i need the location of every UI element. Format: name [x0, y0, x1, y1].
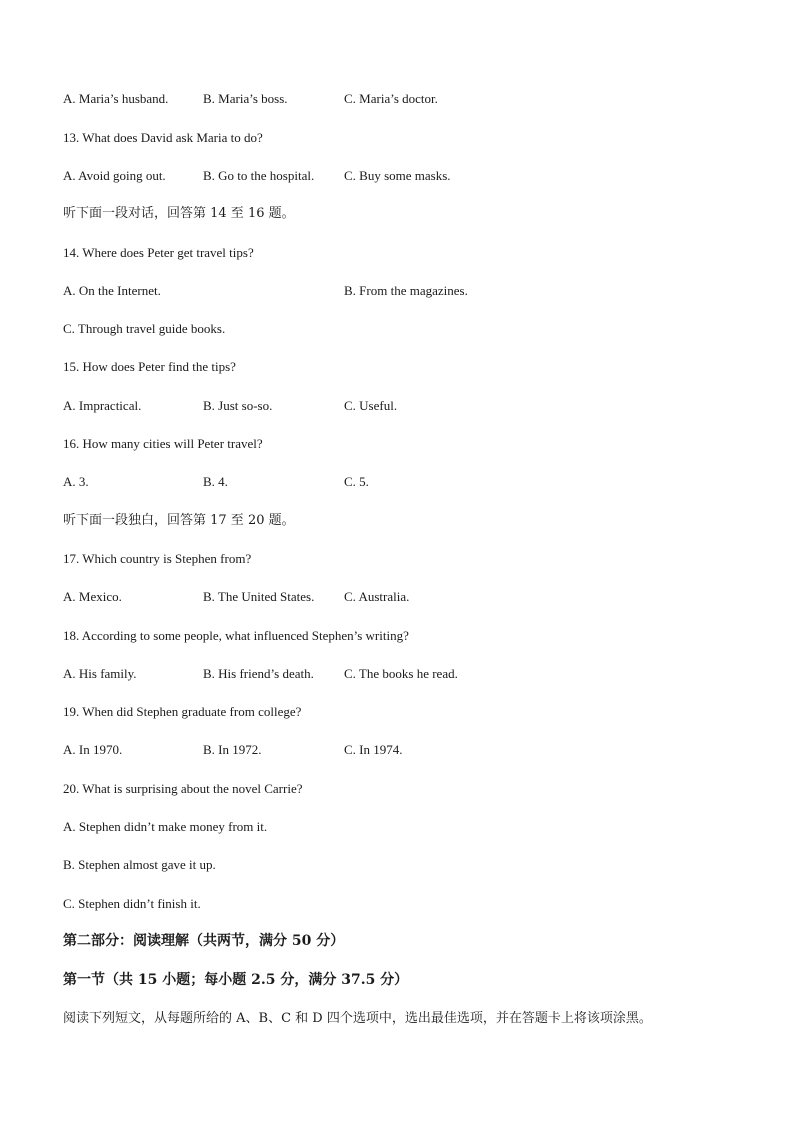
q12-option-b: B. Maria’s boss. — [203, 91, 288, 106]
q12-option-c: C. Maria’s doctor. — [344, 91, 438, 106]
q17-option-b: B. The United States. — [203, 589, 315, 604]
instruction-14-16: 听下面一段对话，回答第 14 至 16 题。 — [63, 206, 295, 221]
q15-option-c: C. Useful. — [344, 398, 398, 413]
q16-option-a: A. 3. — [63, 474, 89, 489]
q20-option-a: A. Stephen didn’t make money from it. — [63, 819, 268, 834]
section1-heading: 第一节（共 15 小题；每小题 2.5 分，满分 37.5 分） — [63, 972, 409, 988]
q17-option-a: A. Mexico. — [63, 589, 122, 604]
q13-option-b: B. Go to the hospital. — [203, 168, 315, 183]
q18-option-c: C. The books he read. — [344, 666, 458, 681]
q18-option-a: A. His family. — [63, 666, 137, 681]
q12-option-a: A. Maria’s husband. — [63, 91, 169, 106]
q19-option-c: C. In 1974. — [344, 742, 403, 757]
q14-option-b: B. From the magazines. — [344, 283, 468, 298]
q14-question: 14. Where does Peter get travel tips? — [63, 245, 254, 260]
q20-question: 20. What is surprising about the novel Carrie? — [63, 781, 303, 796]
q13-option-c: C. Buy some masks. — [344, 168, 451, 183]
q15-option-a: A. Impractical. — [63, 398, 142, 413]
q15-question: 15. How does Peter find the tips? — [63, 359, 236, 374]
q15-option-b: B. Just so-so. — [203, 398, 273, 413]
part2-heading: 第二部分：阅读理解（共两节，满分 50 分） — [63, 933, 345, 949]
q14-option-c: C. Through travel guide books. — [63, 321, 226, 336]
q20-option-c: C. Stephen didn’t finish it. — [63, 896, 201, 911]
q16-question: 16. How many cities will Peter travel? — [63, 436, 263, 451]
q18-option-b: B. His friend’s death. — [203, 666, 314, 681]
instruction-17-20: 听下面一段独白，回答第 17 至 20 题。 — [63, 513, 295, 528]
q16-option-b: B. 4. — [203, 474, 228, 489]
q16-option-c: C. 5. — [344, 474, 369, 489]
q13-option-a: A. Avoid going out. — [63, 168, 166, 183]
q19-option-a: A. In 1970. — [63, 742, 123, 757]
q20-option-b: B. Stephen almost gave it up. — [63, 857, 216, 872]
q17-option-c: C. Australia. — [344, 589, 410, 604]
q19-option-b: B. In 1972. — [203, 742, 262, 757]
q18-question: 18. According to some people, what influenced Stephen’s writing? — [63, 628, 409, 643]
reading-instructions: 阅读下列短文，从每题所给的 A、B、C 和 D 四个选项中，选出最佳选项，并在答题卡上将该项涂黑。 — [63, 1011, 652, 1026]
q19-question: 19. When did Stephen graduate from college? — [63, 704, 302, 719]
q17-question: 17. Which country is Stephen from? — [63, 551, 252, 566]
q14-option-a: A. On the Internet. — [63, 283, 161, 298]
q13-question: 13. What does David ask Maria to do? — [63, 130, 263, 145]
